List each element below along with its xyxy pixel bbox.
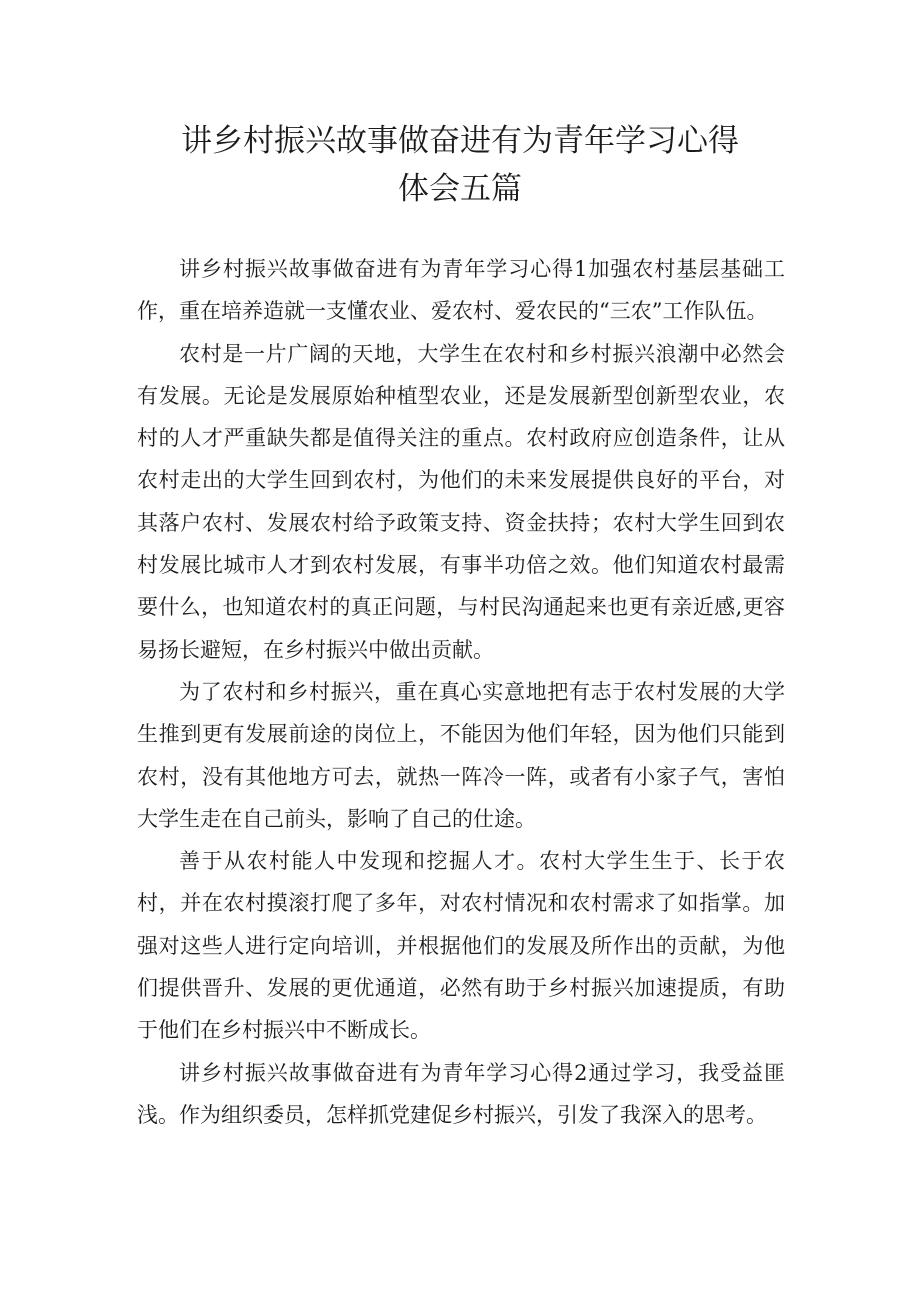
document-title-line-1: 讲乡村振兴故事做奋进有为青年学习心得 [181, 123, 739, 159]
paragraph-3: 为了农村和乡村振兴，重在真心实意地把有志于农村发展的大学生推到更有发展前途的岗位上，不能因为他们年轻，因为他们只能到农村，没有其他地方可去，就热一阵冷一阵，或者有小家子气，害怕大学生走在自己前头，影响了自己的仕途。 [137, 679, 785, 831]
document-title-line-2: 体会五篇 [398, 171, 522, 207]
document-body [137, 248, 785, 1136]
paragraph-2: 农村是一片广阔的天地，大学生在农村和乡村振兴浪潮中必然会有发展。无论是发展原始种植型农业，还是发展新型创新型农业，农村的人才严重缺失都是值得关注的重点。农村政府应创造条件，让从农村走出的大学生回到农村，为他们的未来发展提供良好的平台，对其落户农村、发展农村给予政策支持、资金扶持；农村大学生回到农村发展比城市人才到农村发展，有事半功倍之效。他们知道农村最需要什么，也知道农村的真正问题，与村民沟通起来也更有亲近感,更容易扬长避短，在乡村振兴中做出贡献。 [137, 341, 785, 662]
paragraph-1: 讲乡村振兴故事做奋进有为青年学习心得1加强农村基层基础工作，重在培养造就一支懂农业、爱农村、爱农民的“三农”工作队伍。 [137, 257, 785, 324]
paragraph-4: 善于从农村能人中发现和挖掘人才。农村大学生生于、长于农村，并在农村摸滚打爬了多年，对农村情况和农村需求了如指掌。加强对这些人进行定向培训，并根据他们的发展及所作出的贡献，为他们提供晋升、发展的更优通道，必然有助于乡村振兴加速提质，有助于他们在乡村振兴中不断成长。 [137, 849, 785, 1043]
paragraph-5: 讲乡村振兴故事做奋进有为青年学习心得2通过学习，我受益匪浅。作为组织委员，怎样抓党建促乡村振兴，引发了我深入的思考。 [137, 1060, 785, 1127]
